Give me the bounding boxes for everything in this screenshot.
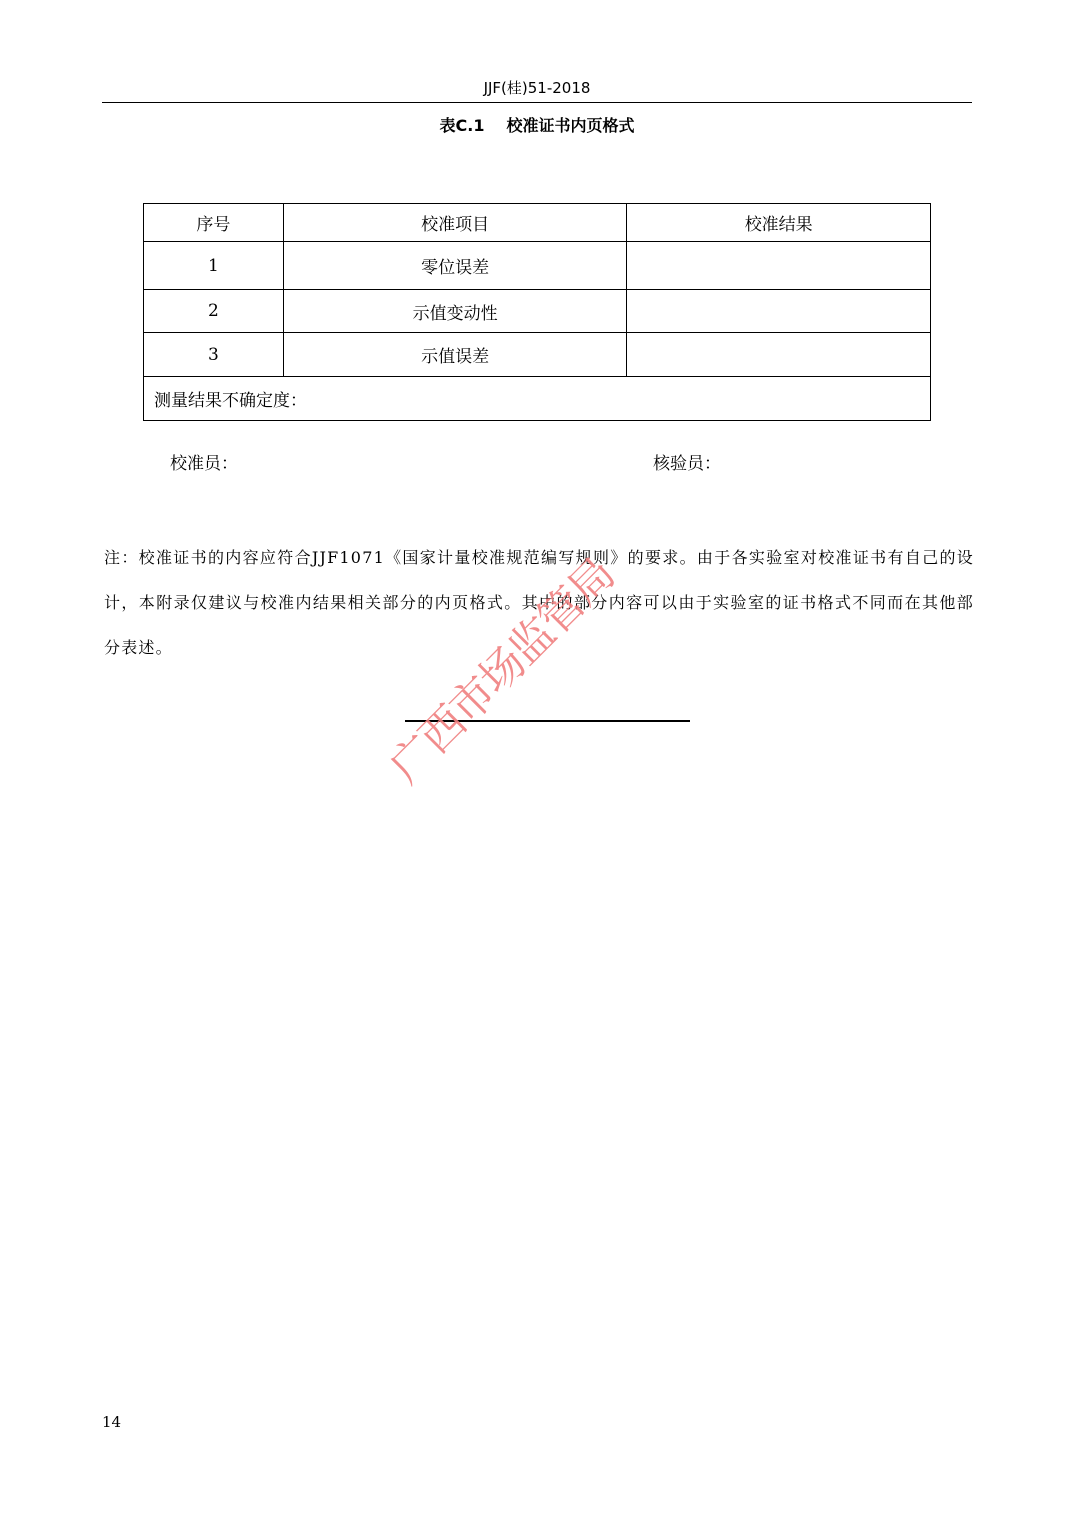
table-title [102, 115, 972, 137]
watermark-stamp: 广西市场监管局 [380, 549, 625, 794]
row-item: 零位误差 [283, 242, 627, 290]
header-divider [102, 102, 972, 103]
row-serial: 1 [144, 242, 284, 290]
table-row [144, 242, 931, 290]
row-item: 示值误差 [283, 333, 627, 377]
uncertainty-label: 测量结果不确定度： [144, 377, 931, 421]
note-paragraph: 注：校准证书的内容应符合JJF1071《国家计量校准规范编写规则》的要求。由于各实验室对校准证书有自己的设计，本附录仅建议与校准内结果相关部分的内页格式。其中的部分内容可以由于实验室的证书格式不同而在其他部分表述。 [104, 548, 974, 657]
calibration-certificate-table [143, 203, 931, 421]
verifier-signature-label: 核验员： [653, 454, 721, 474]
table-row [144, 333, 931, 377]
table-caption: 校准证书内页格式 [506, 116, 635, 135]
column-header-result: 校准结果 [627, 204, 931, 242]
row-item: 示值变动性 [283, 290, 627, 333]
row-result [627, 290, 931, 333]
table-header-row [144, 204, 931, 242]
column-header-item: 校准项目 [283, 204, 627, 242]
document-code-header: JJF(桂)51-2018 [483, 79, 591, 97]
row-serial: 3 [144, 333, 284, 377]
row-result [627, 333, 931, 377]
column-header-serial: 序号 [144, 204, 284, 242]
page-number: 14 [102, 1413, 122, 1431]
table-number: 表C.1 [439, 116, 485, 135]
uncertainty-row [144, 377, 931, 421]
calibrator-signature-label: 校准员： [170, 454, 238, 474]
row-result [627, 242, 931, 290]
table-row [144, 290, 931, 333]
row-serial: 2 [144, 290, 284, 333]
